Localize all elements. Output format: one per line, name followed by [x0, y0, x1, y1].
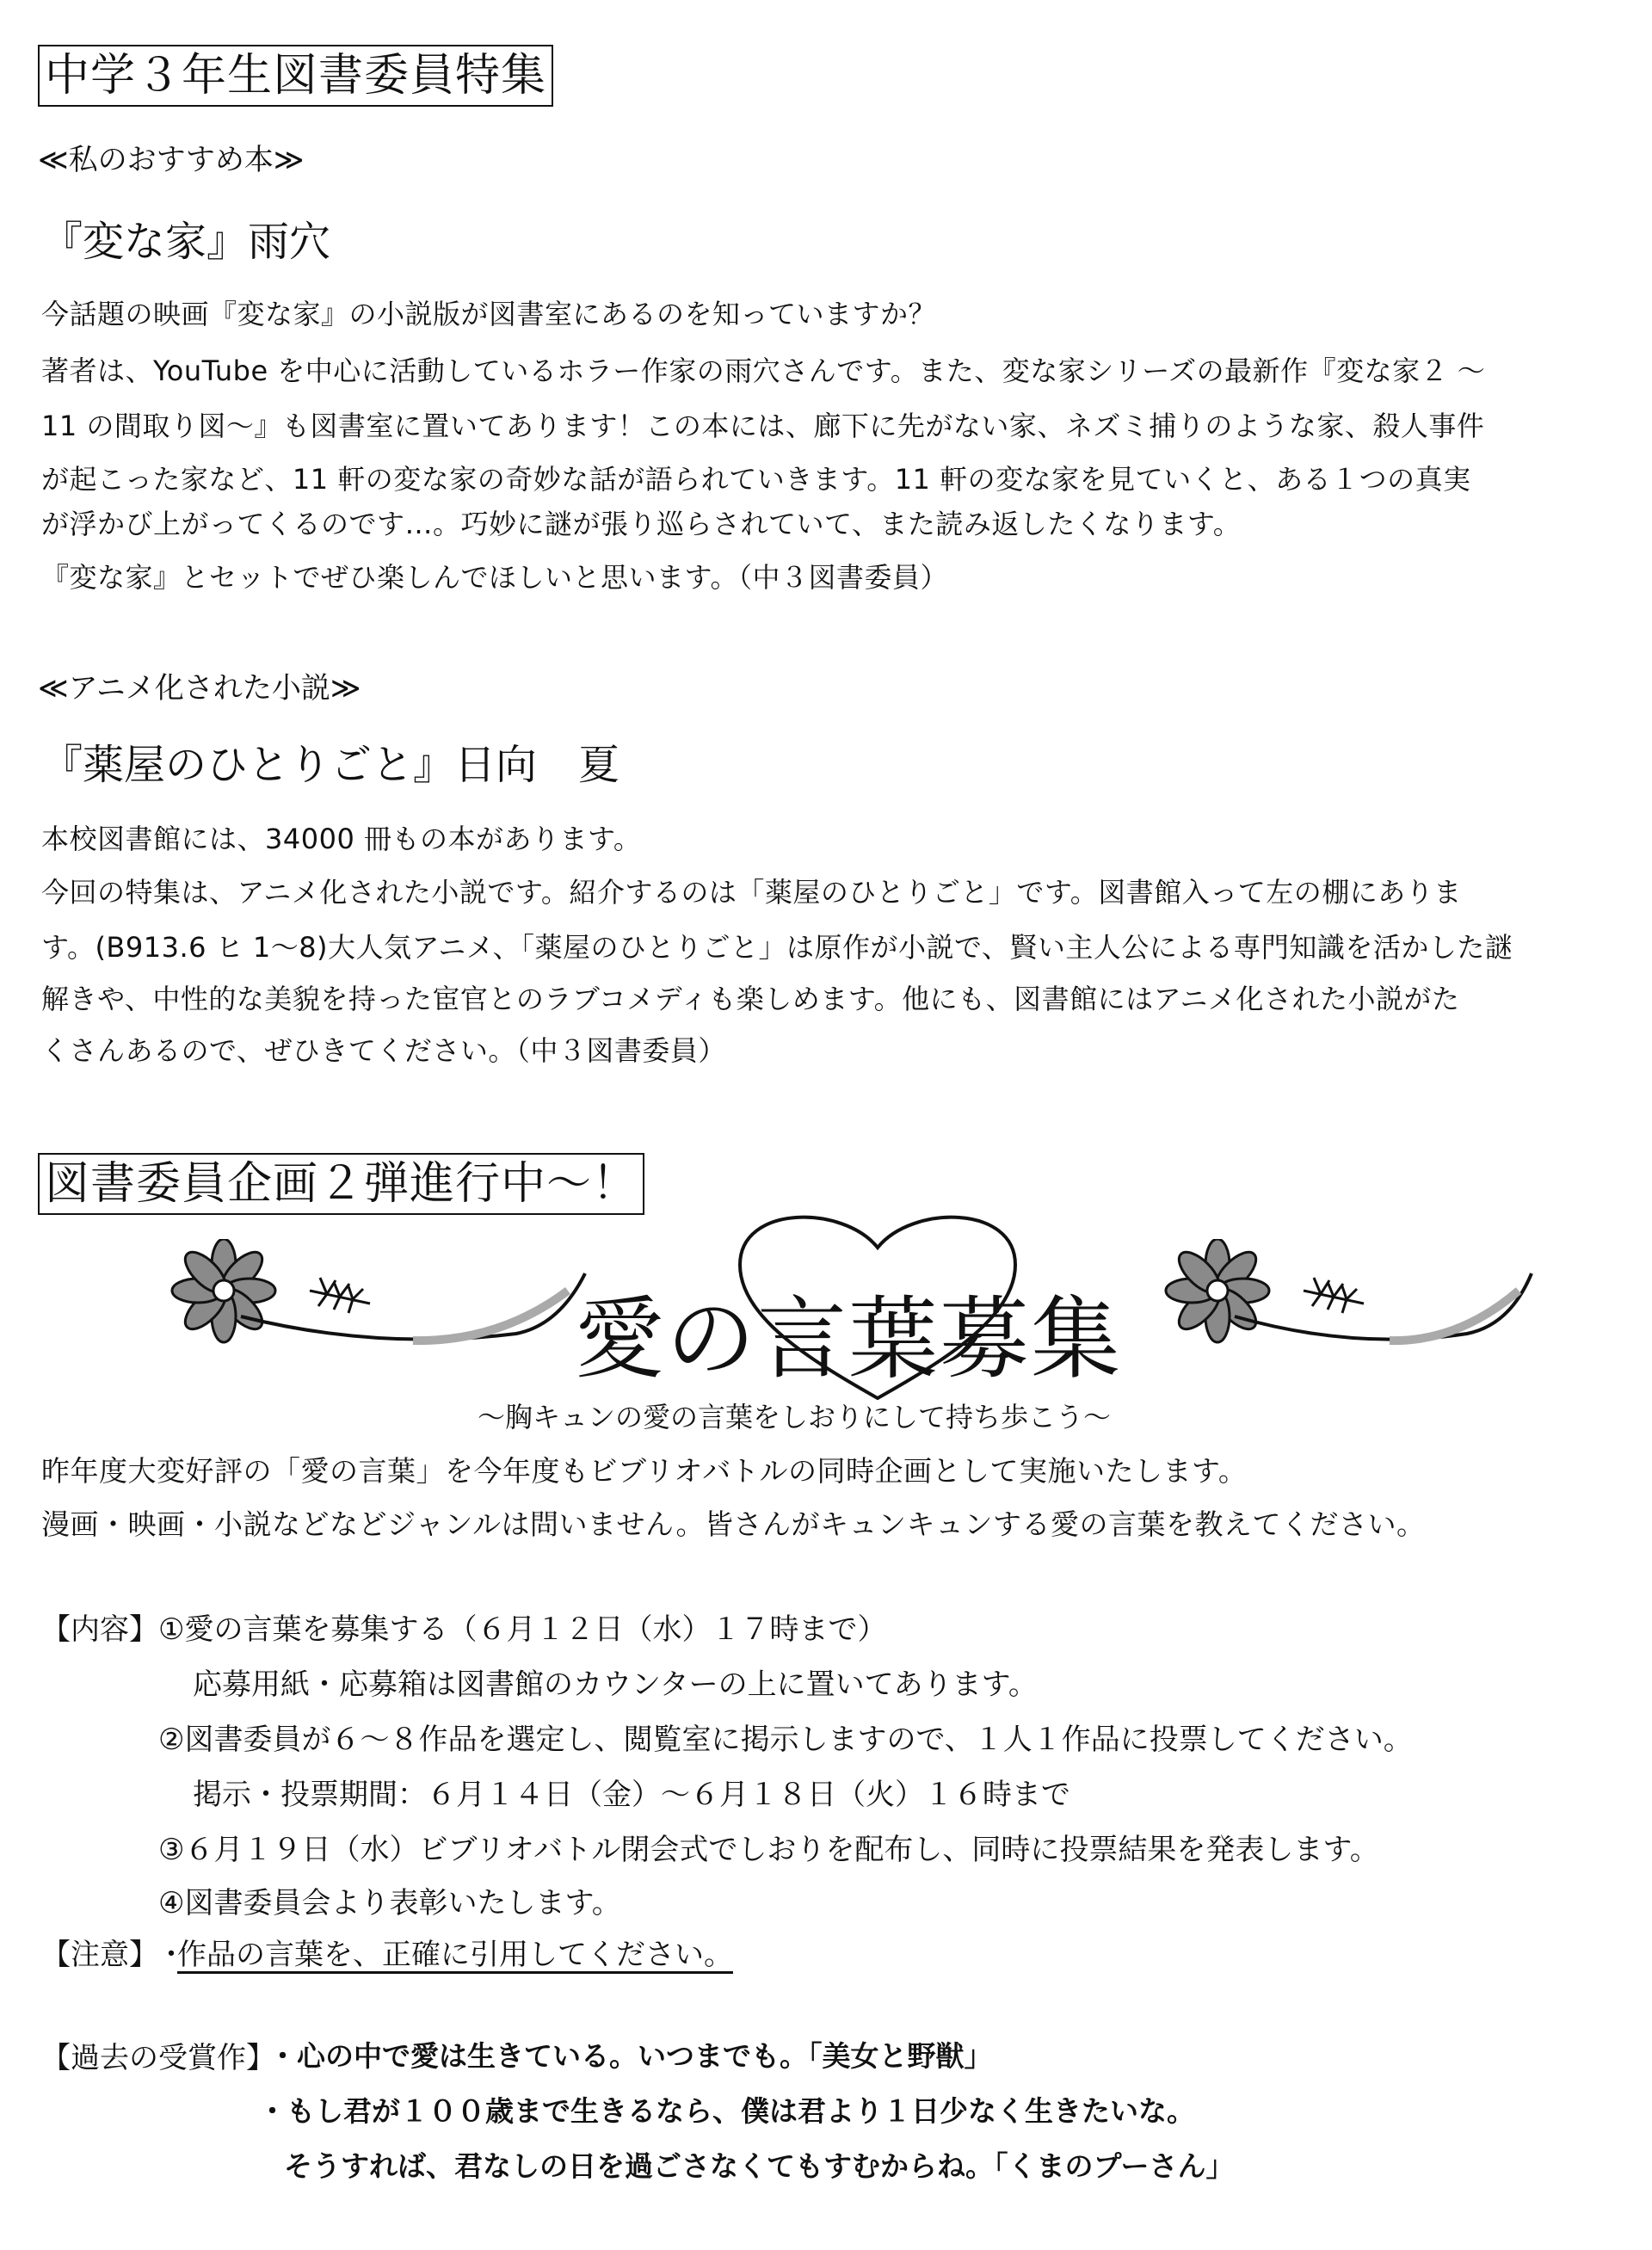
- past-award-item: そうすれば、君なしの日を過ごさなくてもすむからね。「くまのプーさん」: [284, 2149, 1235, 2183]
- book1-line: 『変な家』とセットでぜひ楽しんでほしいと思います。（中３図書委員）: [41, 561, 948, 594]
- past-awards-label: 【過去の受賞作】: [41, 2041, 275, 2075]
- note-text: 作品の言葉を、正確に引用してください。: [177, 1938, 733, 1972]
- intro-line: 昨年度大変好評の「愛の言葉」を今年度もビブリオバトルの同時企画として実施いたします。: [41, 1454, 1248, 1488]
- book1-line: 11 の間取り図～』も図書室に置いてあります！この本には、廊下に先がない家、ネズミ捕りのような家、殺人事件: [41, 410, 1485, 442]
- book1-line: 著者は、YouTube を中心に活動しているホラー作家の雨穴さんです。また、変な家シリーズの最新作『変な家２ ～: [41, 354, 1486, 387]
- book1-line: が起こった家など、11 軒の変な家の奇妙な話が語られていきます。11 軒の変な家を見ていくと、ある１つの真実: [41, 463, 1471, 496]
- content-label: 【内容】: [41, 1612, 158, 1647]
- book1-line: が浮かび上がってくるのです…。巧妙に謎が張り巡らされていて、また読み返したくなります。: [41, 508, 1242, 540]
- banner-title: 愛の言葉募集: [575, 1286, 1123, 1391]
- cosmos-flower-icon: [172, 1239, 275, 1342]
- content-item: 応募用紙・応募箱は図書館のカウンターの上に置いてあります。: [193, 1667, 1038, 1702]
- leaf-sprig-icon: [1304, 1278, 1364, 1313]
- intro-line: 漫画・映画・小説などなどジャンルは問いません。皆さんがキュンキュンする愛の言葉を教えてください。: [41, 1507, 1426, 1541]
- book2-line: 解きや、中性的な美貌を持った宦官とのラブコメディも楽しめます。他にも、図書館にはアニメ化された小説がた: [41, 983, 1460, 1015]
- tagline: ～胸キュンの愛の言葉をしおりにして持ち歩こう～: [478, 1401, 1112, 1433]
- leaf-sprig-icon: [310, 1278, 370, 1313]
- book2-line: す。(B913.6 ヒ 1～8)大人気アニメ、「薬屋のひとりごと」は原作が小説で、賢い主人公による専門知識を活かした謎: [41, 931, 1513, 964]
- book2-title: 『薬屋のひとりごと』日向 夏: [41, 741, 620, 789]
- recommend-heading: ≪私のおすすめ本≫: [38, 143, 305, 177]
- project-title: 図書委員企画２弾進行中～！: [38, 1153, 644, 1215]
- content-item: 掲示・投票期間：６月１４日（金）～６月１８日（火）１６時まで: [193, 1778, 1070, 1812]
- cosmos-flower-icon: [1166, 1239, 1269, 1342]
- content-item: ②図書委員が６～８作品を選定し、閲覧室に掲示しますので、１人１作品に投票してください。: [158, 1723, 1413, 1757]
- book1-title: 『変な家』雨穴: [41, 218, 331, 266]
- note-bullet: ・: [157, 1938, 186, 1972]
- past-award-item: ・心の中で愛は生きている。いつまでも。「美女と野獣」: [268, 2039, 993, 2073]
- book2-line: くさんあるので、ぜひきてください。（中３図書委員）: [41, 1034, 726, 1067]
- content-item: ①愛の言葉を募集する（６月１２日（水）１７時まで）: [158, 1612, 887, 1647]
- feature-title: 中学３年生図書委員特集: [38, 45, 553, 107]
- left-flower-decoration: [155, 1239, 602, 1368]
- book2-line: 今回の特集は、アニメ化された小説です。紹介するのは「薬屋のひとりごと」です。図書館入って左の棚にありま: [41, 876, 1462, 909]
- content-item: ③６月１９日（水）ビブリオバトル閉会式でしおりを配布し、同時に投票結果を発表します。: [158, 1833, 1379, 1867]
- past-award-item: ・もし君が１００歳まで生きるなら、僕は君より１日少なく生きたいな。: [258, 2094, 1195, 2128]
- book1-line: 今話題の映画『変な家』の小説版が図書室にあるのを知っていますか？: [41, 298, 937, 330]
- content-item: ④図書委員会より表彰いたします。: [158, 1886, 621, 1920]
- note-label: 【注意】: [41, 1938, 158, 1972]
- book2-line: 本校図書館には、34000 冊もの本があります。: [41, 823, 642, 855]
- banner: [155, 1205, 1549, 1402]
- right-flower-decoration: [1149, 1239, 1544, 1368]
- anime-heading: ≪アニメ化された小説≫: [38, 671, 361, 706]
